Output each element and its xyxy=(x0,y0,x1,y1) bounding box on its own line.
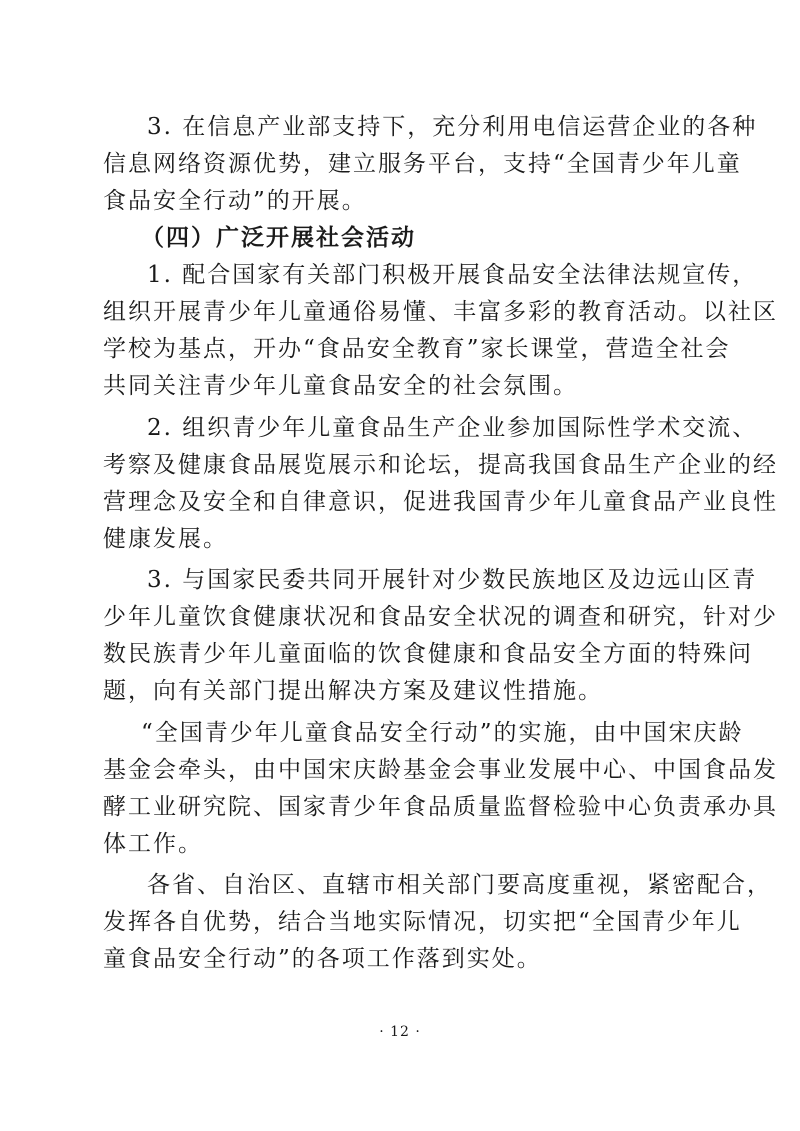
text-line: 共同关注青少年儿童食品安全的社会氛围。 xyxy=(103,373,578,399)
text-line: 2. 组织青少年儿童食品生产企业参加国际性学术交流、 xyxy=(147,415,758,441)
text-line: 发挥各自优势，结合当地实际情况，切实把“全国青少年儿 xyxy=(103,909,742,935)
text-line: 酵工业研究院、国家青少年食品质量监督检验中心负责承办具 xyxy=(103,794,778,820)
page-number: · 12 · xyxy=(379,1024,421,1040)
text-line: 信息网络资源优势，建立服务平台，支持“全国青少年儿童 xyxy=(103,151,742,177)
text-line: 题，向有关部门提出解决方案及建议性措施。 xyxy=(103,678,603,704)
text-line: 体工作。 xyxy=(103,831,203,857)
text-line: 少年儿童饮食健康状况和食品安全状况的调查和研究，针对少 xyxy=(103,604,778,630)
text-line: 数民族青少年儿童面临的饮食健康和食品安全方面的特殊问 xyxy=(103,641,753,667)
section-heading: （四）广泛开展社会活动 xyxy=(141,225,416,251)
text-line: 各省、自治区、直辖市相关部门要高度重视，紧密配合， xyxy=(147,872,772,898)
text-line: 3. 与国家民委共同开展针对少数民族地区及边远山区青 xyxy=(147,567,758,593)
text-line: 基金会牵头，由中国宋庆龄基金会事业发展中心、中国食品发 xyxy=(103,757,778,783)
text-line: 1. 配合国家有关部门积极开展食品安全法律法规宣传， xyxy=(147,262,758,288)
text-line: 学校为基点，开办“食品安全教育”家长课堂，营造全社会 xyxy=(103,336,731,362)
text-line: 食品安全行动”的开展。 xyxy=(103,188,367,214)
text-line: “全国青少年儿童食品安全行动”的实施，由中国宋庆龄 xyxy=(141,720,744,746)
text-line: 考察及健康食品展览展示和论坛，提高我国食品生产企业的经 xyxy=(103,452,778,478)
text-line: 童食品安全行动”的各项工作落到实处。 xyxy=(103,946,542,972)
text-line: 组织开展青少年儿童通俗易懂、丰富多彩的教育活动。以社区 xyxy=(103,299,778,325)
text-line: 健康发展。 xyxy=(103,526,228,552)
text-line: 3. 在信息产业部支持下，充分利用电信运营企业的各种 xyxy=(147,114,758,140)
text-line: 营理念及安全和自律意识，促进我国青少年儿童食品产业良性 xyxy=(103,489,778,515)
